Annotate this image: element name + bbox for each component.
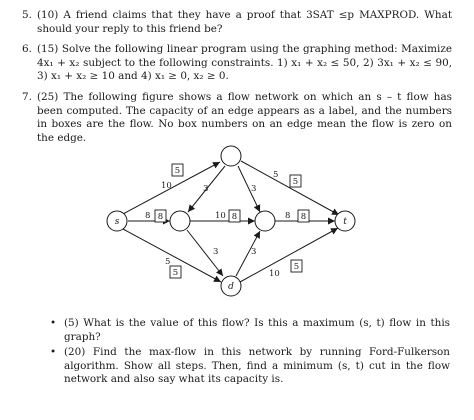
problem-6 [22, 43, 452, 84]
flow-network-figure [95, 140, 365, 310]
node-top [221, 146, 241, 166]
bullet-marker: • [50, 346, 57, 359]
bullet-marker: • [50, 317, 57, 329]
flow-value: 8 [157, 212, 164, 222]
question-item [50, 346, 450, 387]
question-text: (5) What is the value of this flow? Is this a maximum (s, t) flow in this graph? [64, 317, 450, 343]
problem-5 [22, 9, 452, 36]
flow-value: 8 [231, 212, 238, 222]
edge-top-right [238, 166, 260, 212]
capacity-label: 10 [161, 181, 172, 191]
flow-value: 5 [293, 262, 300, 272]
capacity-label: 5 [165, 257, 171, 267]
flow-value: 5 [174, 166, 181, 176]
capacity-label: 3 [251, 184, 257, 194]
capacity-label: 8 [145, 211, 151, 221]
capacity-label: 10 [269, 269, 280, 279]
problem-number: 5. [22, 9, 32, 21]
node-d-label: d [228, 282, 234, 292]
capacity-label: 3 [213, 247, 219, 257]
node-s-label: s [114, 217, 120, 227]
flow-network-svg [95, 140, 365, 310]
flow-value: 5 [172, 268, 179, 278]
capacity-label: 3 [203, 184, 209, 194]
flow-value: 8 [300, 212, 307, 222]
problem-number: 6. [22, 43, 32, 55]
problem-text: (25) The following figure shows a flow network on which an s – t flow has been computed. The capacity of an edge appears as a label, and the numbers in boxes are the flow. No box numbers on an edge mean the flow is zero on the edge. [37, 91, 452, 144]
node-right [255, 211, 275, 231]
node-t-label: t [343, 217, 347, 227]
capacity-label: 3 [251, 247, 257, 257]
problem-text: (15) Solve the following linear program using the graphing method: Maximize 4x₁ + x₂ subject to the following constraints. 1) x₁ + x₂ ≤ 50, 2) 3x₁ + x₂ ≤ 90, 3) x₁ + x₂ ≥ 10 and 4) x₁ ≥ 0, x₂ ≥ 0. [37, 43, 452, 83]
problem-number: 7. [22, 91, 32, 103]
node-mid [170, 211, 190, 231]
question-list [50, 317, 450, 389]
flow-value: 5 [292, 177, 299, 187]
problem-text: (10) A friend claims that they have a proof that 3SAT ≤p MAXPROD. What should your reply to this friend be? [37, 9, 452, 35]
capacity-label: 5 [273, 170, 279, 180]
problem-7 [22, 91, 452, 145]
question-item [50, 317, 450, 344]
capacity-label: 10 [215, 211, 226, 221]
question-text: (20) Find the max-flow in this network by running Ford-Fulkerson algorithm. Show all steps. Then, find a minimum (s, t) cut in the flow network and also say what its capacity is. [64, 346, 450, 386]
capacity-label: 8 [285, 211, 291, 221]
